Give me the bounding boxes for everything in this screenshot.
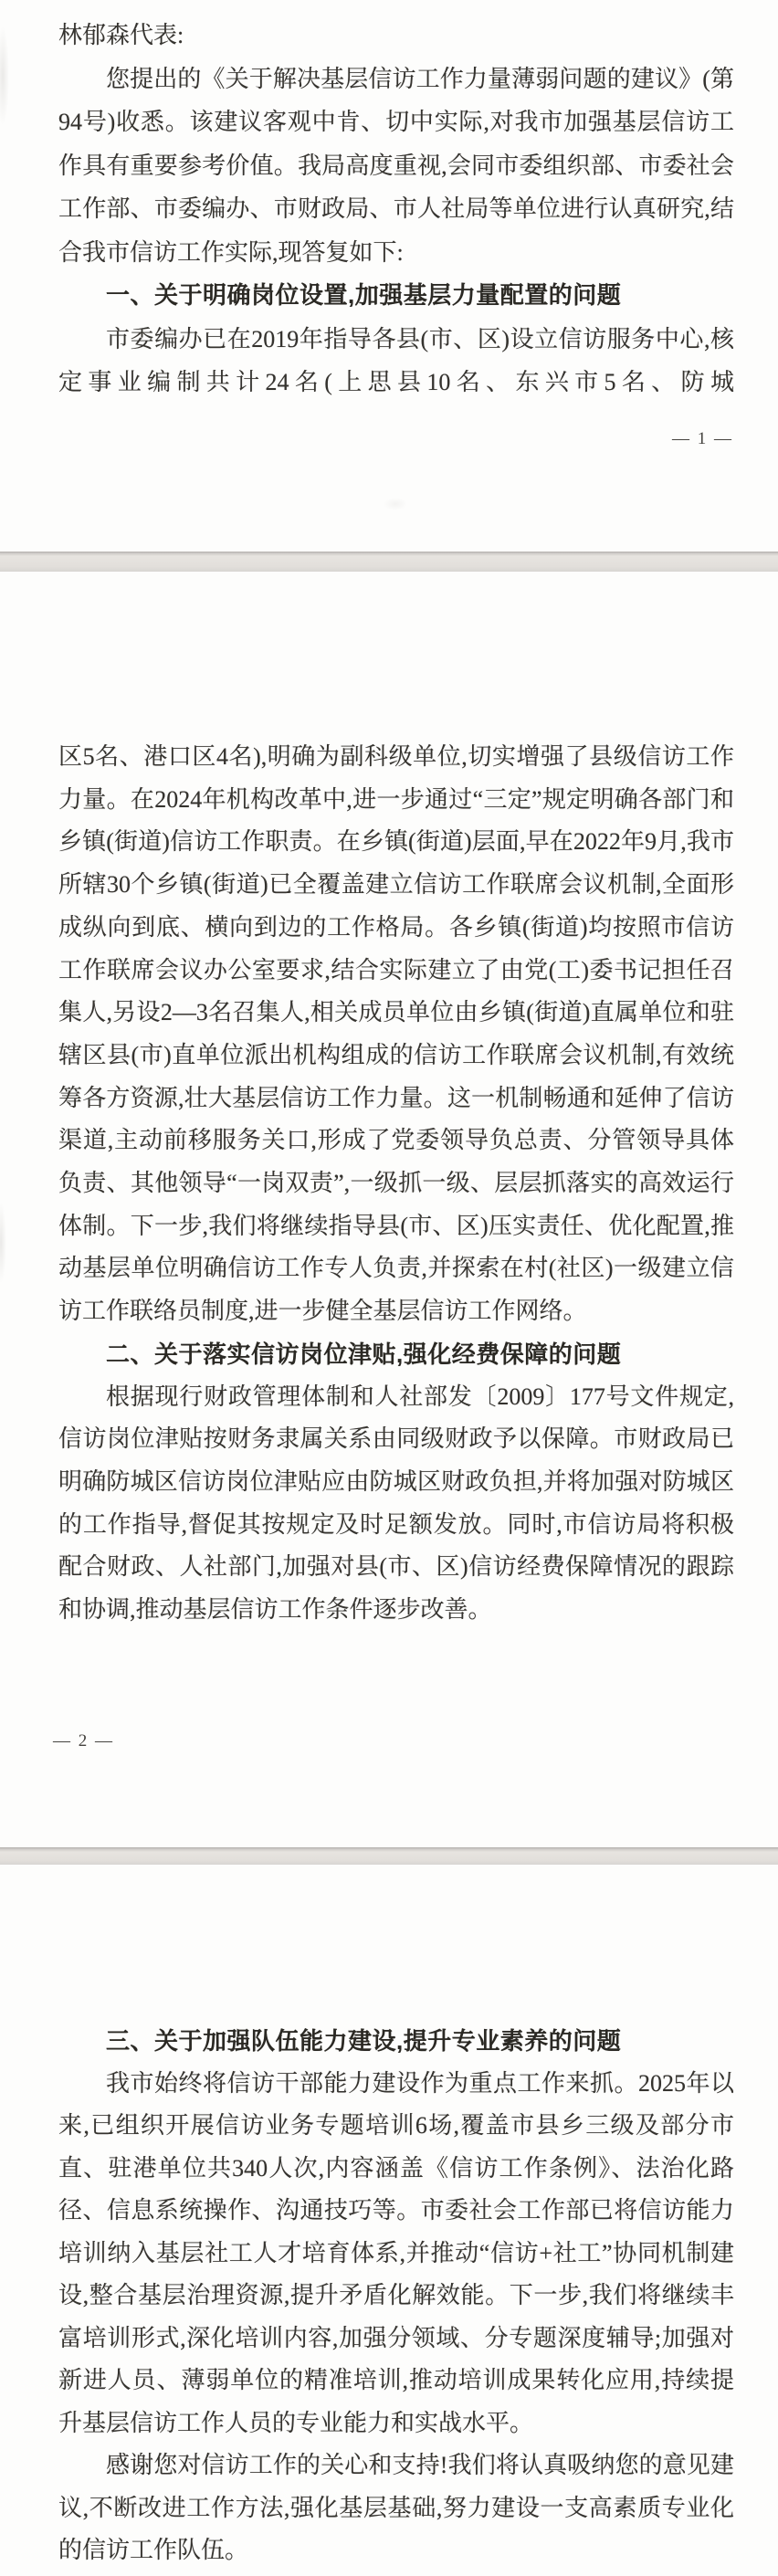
- section-heading-2: 二、关于落实信访岗位津贴,强化经费保障的问题: [106, 1340, 622, 1368]
- page-separator: [0, 552, 778, 572]
- page-2-text-column: [58, 736, 734, 1632]
- page-number-2: — 2 —: [53, 1731, 114, 1751]
- section-3-paragraph: 我市始终将信访干部能力建设作为重点工作来抓。2025年以来,已组织开展信访业务专题培训6场,覆盖市县乡三级及部分市直、驻港单位共340人次,内容涵盖《信访工作条例》、法治化路径、信息系统操作、沟通技巧等。市委社会工作部已将信访能力培训纳入基层社工人才培育体系,并推动“信访+社工”协同机制建设,整合基层治理资源,提升矛盾化解效能。下一步,我们将继续丰富培训形式,深化培训内容,加强分领域、分专题深度辅导;加强对新进人员、薄弱单位的精准培训,推动培训成果转化应用,持续提升基层信访工作人员的专业能力和实战水平。: [58, 2069, 734, 2436]
- page-1-text-column: [58, 14, 734, 405]
- closing-paragraph: 感谢您对信访工作的关心和支持!我们将认真吸纳您的意见建议,不断改进工作方法,强化基层基础,努力建设一支高素质专业化的信访工作队伍。: [58, 2452, 734, 2563]
- section-heading-3: 三、关于加强队伍能力建设,提升专业素养的问题: [106, 2027, 622, 2055]
- section-2-paragraph: 根据现行财政管理体制和人社部发〔2009〕177号文件规定,信访岗位津贴按财务隶属关系由同级财政予以保障。市财政局已明确防城区信访岗位津贴应由防城区财政负担,并将加强对防城区的工作指导,督促其按规定及时足额发放。同时,市信访局将积极配合财政、人社部门,加强对县(市、区)信访经费保障情况的跟踪和协调,推动基层信访工作条件逐步改善。: [58, 1383, 734, 1624]
- page-number-1: — 1 —: [672, 429, 733, 448]
- section-1-paragraph-start: 市委编办已在2019年指导各县(市、区)设立信访服务中心,核定事业编制共计24名(上思县10名、东兴市5名、防城: [58, 325, 734, 395]
- page-3-text-column: [58, 2020, 734, 2572]
- scan-artifact: [0, 1202, 6, 1284]
- scanned-page-2: [0, 572, 778, 1847]
- section-1-paragraph-continued: 区5名、港口区4名),明确为副科级单位,切实增强了县级信访工作力量。在2024年机构改革中,进一步通过“三定”规定明确各部门和乡镇(街道)信访工作职责。在乡镇(街道)层面,早在2022年9月,我市所辖30个乡镇(街道)已全覆盖建立信访工作联席会议机制,全面形成纵向到底、横向到边的工作格局。各乡镇(街道)均按照市信访工作联席会议办公室要求,结合实际建立了由党(工)委书记担任召集人,另设2—3名召集人,相关成员单位由乡镇(街道)直属单位和驻辖区县(市)直单位派出机构组成的信访工作联席会议机制,有效统筹各方资源,壮大基层信访工作力量。这一机制畅通和延伸了信访渠道,主动前移服务关口,形成了党委领导负总责、分管领导具体负责、其他领导“一岗双责”,一级抓一级、层层抓落实的高效运行体制。下一步,我们将继续指导县(市、区)压实责任、优化配置,推动基层单位明确信访工作专人负责,并探索在村(社区)一级建立信访工作联络员制度,进一步健全基层信访工作网络。: [58, 743, 734, 1325]
- section-heading-1: 一、关于明确岗位设置,加强基层力量配置的问题: [106, 281, 622, 309]
- scanned-page-1: [0, 0, 778, 552]
- scanned-page-3: [0, 1865, 778, 2576]
- scan-artifact: [0, 26, 9, 126]
- intro-paragraph: 您提出的《关于解决基层信访工作力量薄弱问题的建议》(第94号)收悉。该建议客观中肯、切中实际,对我市加强基层信访工作具有重要参考价值。我局高度重视,会同市委组织部、市委社会工作部、市委编办、市财政局、市人社局等单位进行认真研究,结合我市信访工作实际,现答复如下:: [58, 65, 734, 266]
- salutation-line: 林郁森代表:: [58, 22, 184, 48]
- page-separator: [0, 1847, 778, 1865]
- scan-artifact: [384, 498, 407, 510]
